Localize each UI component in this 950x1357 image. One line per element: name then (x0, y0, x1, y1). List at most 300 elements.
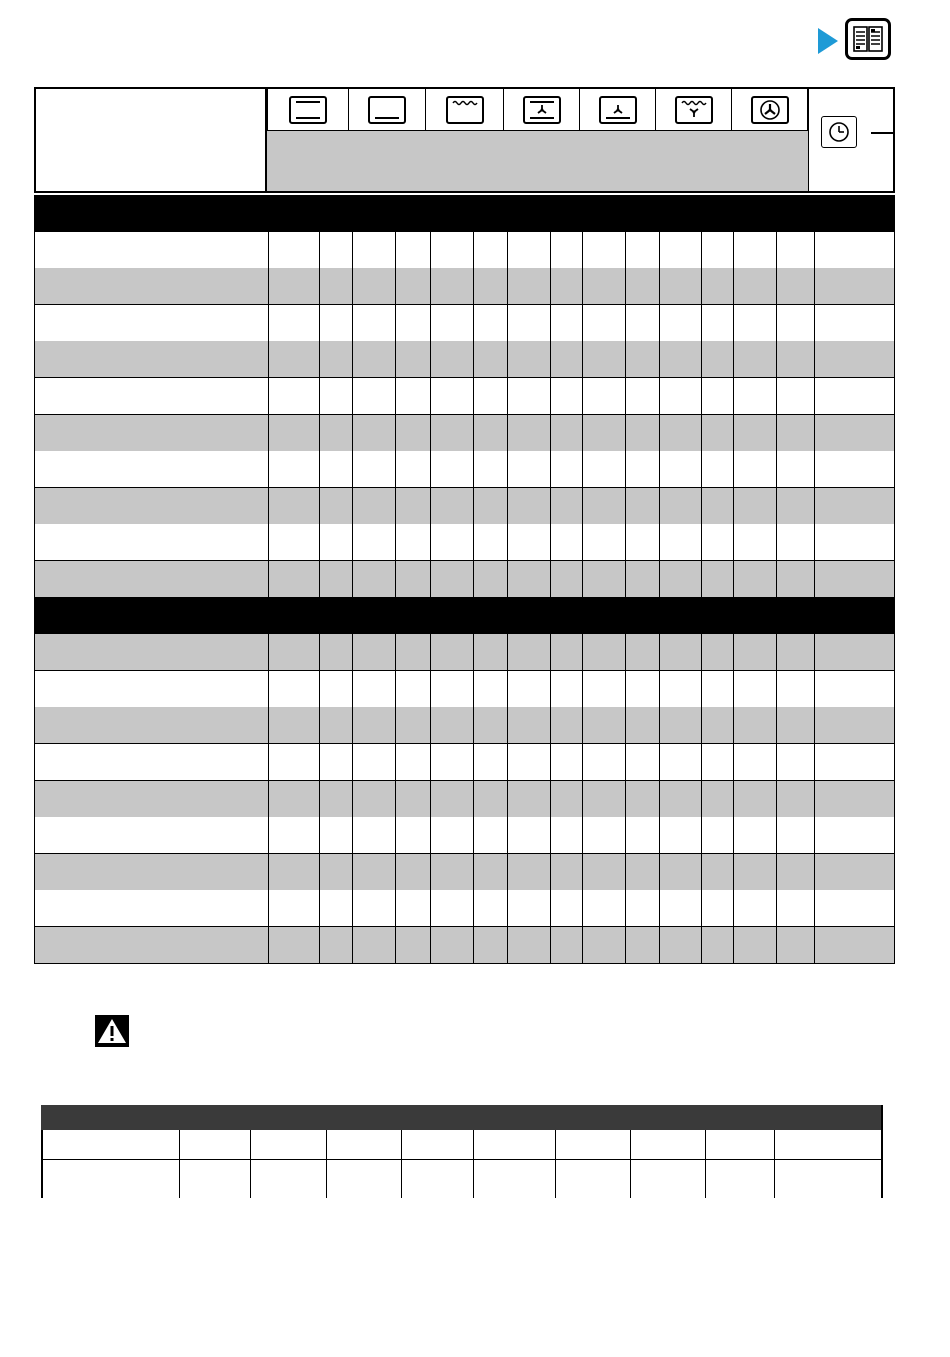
table-cell (268, 232, 320, 268)
table-cell (659, 378, 702, 414)
table-cell (473, 415, 508, 451)
table-cell (733, 305, 777, 341)
table-cell (268, 744, 320, 780)
table-cell (473, 781, 508, 817)
table-cell (550, 707, 583, 743)
table-cell (659, 305, 702, 341)
table-cell (701, 305, 734, 341)
table-cell (395, 305, 431, 341)
table-cell (268, 781, 320, 817)
table-cell (550, 671, 583, 707)
table-cell (430, 927, 474, 963)
table-row (34, 927, 895, 964)
bottom-table-cell (41, 1130, 179, 1159)
table-cell (352, 561, 396, 597)
bottom-table-cell (250, 1160, 326, 1198)
table-cell (776, 488, 815, 524)
callout-line (871, 132, 894, 134)
table-cell (352, 451, 396, 487)
table-cell (352, 817, 396, 853)
table-cell (35, 854, 269, 890)
table-cell (701, 451, 734, 487)
table-cell (395, 781, 431, 817)
table-cell (268, 451, 320, 487)
table-cell (352, 305, 396, 341)
bottom-table-cell (881, 1130, 883, 1159)
table-cell (550, 781, 583, 817)
table-cell (582, 524, 626, 560)
table-cell (625, 817, 660, 853)
table-cell (625, 561, 660, 597)
table-cell (395, 415, 431, 451)
table-cell (352, 671, 396, 707)
table-cell (733, 927, 777, 963)
table-cell (550, 378, 583, 414)
fan-top-bottom-heat-icon (522, 95, 562, 125)
table-cell (35, 305, 269, 341)
table-cell (733, 232, 777, 268)
table-cell (701, 817, 734, 853)
table-cell (352, 268, 396, 304)
table-row (34, 634, 895, 671)
table-cell (319, 232, 353, 268)
table-cell (733, 781, 777, 817)
table-cell (473, 451, 508, 487)
table-cell (395, 451, 431, 487)
table-cell (35, 781, 269, 817)
bottom-table-cell (555, 1130, 630, 1159)
bottom-table-cell (473, 1160, 555, 1198)
table-cell (550, 524, 583, 560)
table-cell (319, 415, 353, 451)
table-cell (582, 378, 626, 414)
table-cell (701, 341, 734, 377)
table-cell (733, 817, 777, 853)
table-cell (507, 634, 551, 670)
table-cell (473, 890, 508, 926)
table-cell (701, 488, 734, 524)
table-cell (659, 890, 702, 926)
cooking-mode-cell (426, 89, 504, 131)
table-cell (352, 707, 396, 743)
table-cell (268, 378, 320, 414)
cooking-mode-cell (267, 89, 349, 131)
table-cell (701, 268, 734, 304)
table-cell (473, 378, 508, 414)
table-cell (268, 707, 320, 743)
table-cell (582, 488, 626, 524)
table-cell (625, 378, 660, 414)
table-cell (733, 561, 777, 597)
bottom-table-row (41, 1130, 883, 1160)
cooking-mode-cell (349, 89, 426, 131)
open-manual-icon (853, 26, 883, 52)
table-cell (776, 415, 815, 451)
next-page-arrow-icon[interactable] (818, 28, 838, 54)
table-cell (430, 817, 474, 853)
table-cell (625, 268, 660, 304)
table-cell (625, 744, 660, 780)
table-cell (352, 890, 396, 926)
cooking-mode-cell (732, 89, 808, 131)
table-cell (319, 671, 353, 707)
table-cell (733, 744, 777, 780)
table-cell (430, 451, 474, 487)
table-cell (776, 744, 815, 780)
table-cell (507, 524, 551, 560)
hot-air-fan-icon (750, 95, 790, 125)
grill-icon (445, 95, 485, 125)
table-cell (319, 451, 353, 487)
table-cell (701, 634, 734, 670)
table-cell (625, 451, 660, 487)
table-cell (507, 415, 551, 451)
cooking-mode-cell (656, 89, 732, 131)
table-row (34, 451, 895, 488)
table-cell (268, 634, 320, 670)
bottom-table-cell (630, 1130, 705, 1159)
table-cell (659, 671, 702, 707)
table-cell (701, 378, 734, 414)
table-cell (35, 232, 269, 268)
table-cell (430, 744, 474, 780)
bottom-table-cell (179, 1130, 250, 1159)
table-cell (507, 744, 551, 780)
table-cell (582, 232, 626, 268)
table-cell (319, 634, 353, 670)
table-cell (35, 561, 269, 597)
bottom-table-cell (326, 1130, 401, 1159)
table-cell (473, 671, 508, 707)
table-cell (319, 707, 353, 743)
table-cell (268, 927, 320, 963)
table-cell (733, 268, 777, 304)
section-header-row (34, 195, 895, 232)
table-cell (733, 524, 777, 560)
table-cell (319, 890, 353, 926)
table-cell (507, 341, 551, 377)
table-cell (319, 744, 353, 780)
table-cell (659, 744, 702, 780)
table-cell (776, 671, 815, 707)
bottom-table-cell (774, 1130, 881, 1159)
table-cell (625, 415, 660, 451)
cooking-mode-cell (504, 89, 580, 131)
bottom-table-cell (881, 1160, 883, 1198)
table-cell (35, 451, 269, 487)
table-cell (352, 927, 396, 963)
table-cell (473, 268, 508, 304)
table-cell (319, 305, 353, 341)
table-cell (430, 561, 474, 597)
table-cell (430, 890, 474, 926)
table-cell (473, 634, 508, 670)
table-cell (268, 817, 320, 853)
table-cell (352, 378, 396, 414)
table-cell (430, 305, 474, 341)
table-cell (659, 634, 702, 670)
table-row (34, 890, 895, 927)
table-cell (268, 488, 320, 524)
table-cell (395, 817, 431, 853)
table-cell (550, 854, 583, 890)
table-cell (659, 415, 702, 451)
table-cell (776, 817, 815, 853)
table-cell (268, 561, 320, 597)
table-cell (430, 707, 474, 743)
table-cell (35, 488, 269, 524)
table-cell (507, 854, 551, 890)
table-row (34, 744, 895, 781)
table-cell (776, 781, 815, 817)
table-cell (430, 268, 474, 304)
table-cell (395, 268, 431, 304)
fan-bottom-heat-icon (598, 95, 638, 125)
table-cell (507, 305, 551, 341)
table-cell (733, 341, 777, 377)
table-cell (395, 890, 431, 926)
top-bottom-heat-icon (288, 95, 328, 125)
table-cell (352, 781, 396, 817)
table-cell (319, 378, 353, 414)
bottom-table-row (41, 1160, 883, 1198)
table-cell (507, 781, 551, 817)
table-cell (701, 671, 734, 707)
table-cell (430, 415, 474, 451)
bottom-table-header (41, 1105, 883, 1130)
bottom-table-cell (705, 1160, 774, 1198)
table-cell (582, 744, 626, 780)
table-row (34, 781, 895, 818)
table-cell (776, 268, 815, 304)
table-cell (319, 488, 353, 524)
table-cell (659, 927, 702, 963)
table-cell (430, 232, 474, 268)
table-cell (35, 744, 269, 780)
table-cell (35, 707, 269, 743)
table-cell (507, 817, 551, 853)
table-cell (430, 671, 474, 707)
table-cell (507, 671, 551, 707)
table-cell (776, 854, 815, 890)
bottom-table-cell (326, 1160, 401, 1198)
table-cell (733, 378, 777, 414)
table-row (34, 378, 895, 415)
section-header-row (34, 598, 895, 635)
table-cell (582, 707, 626, 743)
table-cell (733, 415, 777, 451)
table-cell (319, 817, 353, 853)
bottom-table-cell (250, 1130, 326, 1159)
table-cell (268, 890, 320, 926)
table-cell (319, 268, 353, 304)
table-cell (35, 890, 269, 926)
table-cell (776, 634, 815, 670)
table-cell (582, 561, 626, 597)
table-cell (473, 817, 508, 853)
table-cell (352, 634, 396, 670)
table-row (34, 707, 895, 744)
table-cell (625, 232, 660, 268)
table-cell (659, 268, 702, 304)
table-cell (659, 561, 702, 597)
table-cell (395, 707, 431, 743)
table-cell (430, 378, 474, 414)
table-cell (395, 488, 431, 524)
table-cell (352, 524, 396, 560)
table-cell (430, 341, 474, 377)
table-cell (352, 854, 396, 890)
bottom-table-cell (555, 1160, 630, 1198)
fan-grill-icon (674, 95, 714, 125)
table-cell (473, 524, 508, 560)
table-cell (582, 634, 626, 670)
table-row (34, 488, 895, 525)
table-row (34, 232, 895, 269)
table-cell (625, 671, 660, 707)
table-cell (473, 854, 508, 890)
table-cell (625, 854, 660, 890)
table-cell (268, 268, 320, 304)
table-cell (625, 781, 660, 817)
warning-triangle-icon (95, 1015, 129, 1047)
table-cell (550, 415, 583, 451)
table-cell (35, 378, 269, 414)
table-cell (733, 451, 777, 487)
table-cell (395, 378, 431, 414)
table-cell (625, 927, 660, 963)
manual-button[interactable] (845, 18, 891, 60)
table-cell (701, 854, 734, 890)
table-cell (395, 524, 431, 560)
table-row (34, 341, 895, 378)
table-cell (473, 707, 508, 743)
table-cell (395, 561, 431, 597)
bottom-table-cell (774, 1160, 881, 1198)
table-cell (625, 488, 660, 524)
table-cell (268, 671, 320, 707)
table-cell (659, 781, 702, 817)
table-row (34, 854, 895, 891)
table-cell (776, 451, 815, 487)
table-cell (701, 232, 734, 268)
table-cell (395, 341, 431, 377)
table-cell (395, 232, 431, 268)
table-cell (582, 268, 626, 304)
table-cell (352, 341, 396, 377)
table-cell (430, 854, 474, 890)
bottom-table-cell (473, 1130, 555, 1159)
table-cell (430, 488, 474, 524)
table-cell (35, 415, 269, 451)
table-cell (430, 524, 474, 560)
bottom-table-cell (179, 1160, 250, 1198)
table-cell (582, 927, 626, 963)
table-row (34, 305, 895, 342)
table-cell (701, 890, 734, 926)
table-cell (659, 232, 702, 268)
table-cell (35, 341, 269, 377)
table-cell (776, 890, 815, 926)
header-label-cell (34, 87, 267, 193)
table-cell (733, 854, 777, 890)
table-cell (268, 524, 320, 560)
table-cell (701, 781, 734, 817)
table-cell (776, 707, 815, 743)
table-cell (395, 671, 431, 707)
bottom-table-cell (401, 1160, 473, 1198)
table-cell (582, 451, 626, 487)
table-cell (659, 817, 702, 853)
table-cell (395, 744, 431, 780)
table-cell (268, 854, 320, 890)
table-cell (550, 232, 583, 268)
table-cell (625, 524, 660, 560)
cooking-mode-cell (580, 89, 656, 131)
table-cell (319, 781, 353, 817)
bottom-heat-icon (367, 95, 407, 125)
table-cell (35, 671, 269, 707)
table-cell (582, 781, 626, 817)
clock-icon (821, 116, 857, 148)
table-cell (776, 341, 815, 377)
table-cell (473, 341, 508, 377)
table-cell (582, 305, 626, 341)
table-cell (582, 671, 626, 707)
table-cell (268, 341, 320, 377)
table-cell (776, 232, 815, 268)
table-cell (582, 341, 626, 377)
table-row (34, 817, 895, 854)
table-cell (701, 927, 734, 963)
table-cell (352, 232, 396, 268)
table-cell (473, 927, 508, 963)
table-cell (776, 927, 815, 963)
table-cell (659, 524, 702, 560)
table-cell (550, 305, 583, 341)
table-cell (550, 488, 583, 524)
bottom-table-cell (705, 1130, 774, 1159)
table-cell (507, 488, 551, 524)
table-cell (319, 854, 353, 890)
table-cell (659, 854, 702, 890)
table-cell (507, 268, 551, 304)
table-cell (659, 707, 702, 743)
table-cell (701, 561, 734, 597)
table-cell (701, 415, 734, 451)
table-cell (35, 634, 269, 670)
table-cell (268, 305, 320, 341)
table-cell (473, 744, 508, 780)
table-cell (473, 232, 508, 268)
table-cell (550, 341, 583, 377)
table-cell (550, 817, 583, 853)
table-cell (582, 854, 626, 890)
table-row (34, 524, 895, 561)
table-cell (507, 561, 551, 597)
table-cell (776, 561, 815, 597)
table-cell (473, 488, 508, 524)
table-cell (35, 927, 269, 963)
table-cell (776, 305, 815, 341)
table-cell (473, 305, 508, 341)
table-cell (319, 341, 353, 377)
table-cell (776, 524, 815, 560)
table-cell (35, 268, 269, 304)
table-cell (701, 744, 734, 780)
table-cell (582, 890, 626, 926)
bottom-table-cell (401, 1130, 473, 1159)
